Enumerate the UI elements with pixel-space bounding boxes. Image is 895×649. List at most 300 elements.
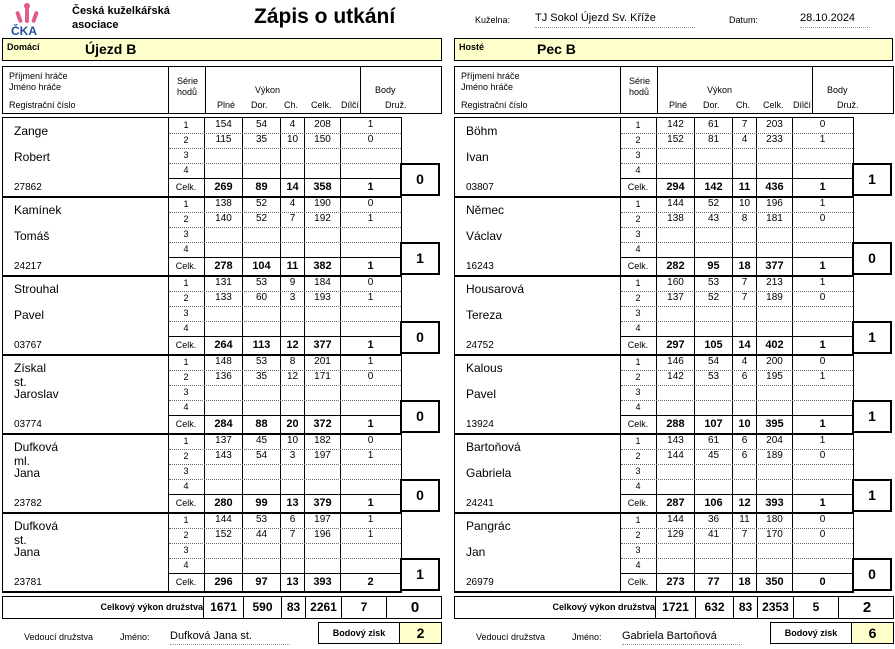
series-value[interactable]: 88 bbox=[242, 415, 280, 434]
bodovy-zisk-value[interactable]: 6 bbox=[851, 622, 894, 644]
series-value[interactable]: 148 bbox=[204, 355, 242, 370]
team-point-box[interactable]: 0 bbox=[400, 400, 440, 433]
team-point-box[interactable]: 0 bbox=[400, 479, 440, 512]
series-value[interactable]: 377 bbox=[756, 257, 792, 276]
series-value[interactable] bbox=[694, 321, 732, 336]
series-value[interactable] bbox=[242, 306, 280, 321]
series-value[interactable] bbox=[694, 400, 732, 415]
series-value[interactable] bbox=[694, 163, 732, 178]
series-value[interactable]: 288 bbox=[656, 415, 694, 434]
series-value[interactable] bbox=[340, 464, 400, 479]
series-value[interactable]: 350 bbox=[756, 573, 792, 592]
series-value[interactable]: 213 bbox=[756, 276, 792, 291]
series-value[interactable] bbox=[242, 242, 280, 257]
series-value[interactable] bbox=[656, 558, 694, 573]
player-firstname[interactable]: Ivan bbox=[466, 150, 489, 164]
series-value[interactable] bbox=[280, 163, 304, 178]
series-value[interactable]: 195 bbox=[756, 370, 792, 385]
series-value[interactable] bbox=[756, 306, 792, 321]
series-value[interactable] bbox=[756, 543, 792, 558]
series-value[interactable]: 14 bbox=[732, 336, 756, 355]
series-value[interactable] bbox=[204, 242, 242, 257]
series-value[interactable] bbox=[756, 227, 792, 242]
series-value[interactable] bbox=[340, 385, 400, 400]
series-value[interactable]: 107 bbox=[694, 415, 732, 434]
series-value[interactable] bbox=[304, 400, 340, 415]
series-value[interactable] bbox=[242, 464, 280, 479]
series-value[interactable] bbox=[792, 163, 852, 178]
series-value[interactable] bbox=[792, 306, 852, 321]
series-value[interactable]: 18 bbox=[732, 257, 756, 276]
series-value[interactable] bbox=[792, 227, 852, 242]
series-value[interactable]: 197 bbox=[304, 449, 340, 464]
player-reg-number[interactable]: 23782 bbox=[14, 498, 42, 509]
series-value[interactable]: 1 bbox=[340, 257, 400, 276]
team-point-box[interactable]: 0 bbox=[852, 558, 892, 591]
series-value[interactable] bbox=[732, 227, 756, 242]
series-value[interactable]: 142 bbox=[656, 370, 694, 385]
series-value[interactable]: 12 bbox=[732, 494, 756, 513]
series-value[interactable] bbox=[304, 163, 340, 178]
series-value[interactable]: 1 bbox=[792, 178, 852, 197]
series-value[interactable]: 1 bbox=[340, 415, 400, 434]
team-point-box[interactable]: 1 bbox=[852, 479, 892, 512]
series-value[interactable]: 0 bbox=[792, 355, 852, 370]
series-value[interactable]: 142 bbox=[656, 118, 694, 133]
series-value[interactable]: 1 bbox=[340, 212, 400, 227]
series-value[interactable]: 144 bbox=[204, 513, 242, 528]
series-value[interactable] bbox=[280, 558, 304, 573]
series-value[interactable]: 133 bbox=[204, 291, 242, 306]
series-value[interactable]: 144 bbox=[656, 197, 694, 212]
series-value[interactable] bbox=[204, 479, 242, 494]
series-value[interactable]: 11 bbox=[732, 513, 756, 528]
player-surname[interactable]: Němec bbox=[466, 203, 505, 217]
series-value[interactable] bbox=[304, 321, 340, 336]
series-value[interactable] bbox=[304, 227, 340, 242]
series-value[interactable]: 297 bbox=[656, 336, 694, 355]
series-value[interactable]: 18 bbox=[732, 573, 756, 592]
series-value[interactable]: 53 bbox=[242, 276, 280, 291]
team-point-box[interactable]: 1 bbox=[852, 321, 892, 354]
series-value[interactable]: 377 bbox=[304, 336, 340, 355]
series-value[interactable]: 393 bbox=[756, 494, 792, 513]
series-value[interactable] bbox=[792, 321, 852, 336]
series-value[interactable]: 4 bbox=[280, 118, 304, 133]
series-value[interactable] bbox=[242, 321, 280, 336]
series-value[interactable]: 372 bbox=[304, 415, 340, 434]
series-value[interactable]: 129 bbox=[656, 528, 694, 543]
series-value[interactable] bbox=[204, 306, 242, 321]
series-value[interactable]: 294 bbox=[656, 178, 694, 197]
series-value[interactable] bbox=[732, 242, 756, 257]
series-value[interactable]: 54 bbox=[242, 449, 280, 464]
series-value[interactable] bbox=[732, 321, 756, 336]
series-value[interactable]: 52 bbox=[694, 291, 732, 306]
series-value[interactable] bbox=[242, 163, 280, 178]
series-value[interactable]: 1 bbox=[340, 449, 400, 464]
series-value[interactable]: 52 bbox=[242, 197, 280, 212]
series-value[interactable] bbox=[280, 479, 304, 494]
series-value[interactable]: 45 bbox=[242, 434, 280, 449]
series-value[interactable] bbox=[304, 558, 340, 573]
series-value[interactable]: 13 bbox=[280, 494, 304, 513]
team-point-box[interactable]: 0 bbox=[852, 242, 892, 275]
series-value[interactable]: 182 bbox=[304, 434, 340, 449]
player-surname[interactable]: Zange bbox=[14, 124, 49, 138]
series-value[interactable]: 106 bbox=[694, 494, 732, 513]
series-value[interactable] bbox=[340, 543, 400, 558]
series-value[interactable]: 0 bbox=[340, 276, 400, 291]
series-value[interactable]: 264 bbox=[204, 336, 242, 355]
team-point-box[interactable]: 0 bbox=[400, 163, 440, 196]
player-reg-number[interactable]: 27862 bbox=[14, 182, 42, 193]
series-value[interactable] bbox=[732, 400, 756, 415]
player-reg-number[interactable]: 24217 bbox=[14, 261, 42, 272]
series-value[interactable] bbox=[792, 543, 852, 558]
series-value[interactable] bbox=[280, 321, 304, 336]
datum-field[interactable]: 28.10.2024 bbox=[800, 12, 870, 28]
series-value[interactable] bbox=[792, 148, 852, 163]
series-value[interactable]: 152 bbox=[204, 528, 242, 543]
team-point-box[interactable]: 0 bbox=[400, 321, 440, 354]
series-value[interactable] bbox=[732, 385, 756, 400]
player-surname[interactable]: Strouhal bbox=[14, 282, 59, 296]
player-firstname[interactable]: Jaroslav bbox=[14, 387, 59, 401]
series-value[interactable] bbox=[756, 558, 792, 573]
series-value[interactable] bbox=[792, 242, 852, 257]
series-value[interactable] bbox=[204, 400, 242, 415]
series-value[interactable]: 0 bbox=[792, 118, 852, 133]
series-value[interactable]: 402 bbox=[756, 336, 792, 355]
series-value[interactable]: 61 bbox=[694, 434, 732, 449]
series-value[interactable]: 97 bbox=[242, 573, 280, 592]
series-value[interactable] bbox=[694, 306, 732, 321]
player-firstname[interactable]: Pavel bbox=[466, 387, 497, 401]
series-value[interactable]: 0 bbox=[340, 434, 400, 449]
series-value[interactable]: 81 bbox=[694, 133, 732, 148]
series-value[interactable]: 171 bbox=[304, 370, 340, 385]
player-reg-number[interactable]: 24241 bbox=[466, 498, 494, 509]
series-value[interactable] bbox=[656, 464, 694, 479]
series-value[interactable] bbox=[340, 400, 400, 415]
series-value[interactable]: 1 bbox=[792, 197, 852, 212]
leader-name-field[interactable]: Gabriela Bartoňová bbox=[622, 630, 742, 645]
series-value[interactable]: 41 bbox=[694, 528, 732, 543]
team-point-box[interactable]: 1 bbox=[400, 558, 440, 591]
series-value[interactable] bbox=[204, 558, 242, 573]
series-value[interactable]: 150 bbox=[304, 133, 340, 148]
series-value[interactable]: 200 bbox=[756, 355, 792, 370]
series-value[interactable]: 193 bbox=[304, 291, 340, 306]
series-value[interactable] bbox=[694, 464, 732, 479]
series-value[interactable] bbox=[792, 558, 852, 573]
series-value[interactable] bbox=[756, 385, 792, 400]
series-value[interactable] bbox=[280, 464, 304, 479]
series-value[interactable]: 1 bbox=[792, 276, 852, 291]
series-value[interactable]: 152 bbox=[656, 133, 694, 148]
series-value[interactable]: 181 bbox=[756, 212, 792, 227]
series-value[interactable]: 7 bbox=[732, 528, 756, 543]
series-value[interactable]: 1 bbox=[792, 434, 852, 449]
series-value[interactable]: 197 bbox=[304, 513, 340, 528]
series-value[interactable] bbox=[756, 163, 792, 178]
series-value[interactable] bbox=[280, 400, 304, 415]
series-value[interactable]: 1 bbox=[340, 336, 400, 355]
series-value[interactable] bbox=[656, 400, 694, 415]
series-value[interactable]: 53 bbox=[694, 370, 732, 385]
series-value[interactable] bbox=[304, 148, 340, 163]
series-value[interactable] bbox=[280, 306, 304, 321]
player-surname[interactable]: Bartoňová bbox=[466, 440, 521, 454]
series-value[interactable] bbox=[204, 148, 242, 163]
player-surname[interactable]: Böhm bbox=[466, 124, 498, 138]
player-surname[interactable]: Dufková ml. bbox=[14, 440, 59, 468]
series-value[interactable] bbox=[204, 543, 242, 558]
series-value[interactable]: 9 bbox=[280, 276, 304, 291]
series-value[interactable]: 131 bbox=[204, 276, 242, 291]
series-value[interactable]: 278 bbox=[204, 257, 242, 276]
series-value[interactable] bbox=[656, 543, 694, 558]
series-value[interactable] bbox=[732, 464, 756, 479]
series-value[interactable]: 44 bbox=[242, 528, 280, 543]
series-value[interactable] bbox=[792, 464, 852, 479]
series-value[interactable]: 12 bbox=[280, 370, 304, 385]
player-reg-number[interactable]: 24752 bbox=[466, 340, 494, 351]
series-value[interactable]: 382 bbox=[304, 257, 340, 276]
series-value[interactable]: 60 bbox=[242, 291, 280, 306]
series-value[interactable]: 54 bbox=[694, 355, 732, 370]
series-value[interactable]: 35 bbox=[242, 370, 280, 385]
series-value[interactable] bbox=[242, 400, 280, 415]
series-value[interactable] bbox=[694, 227, 732, 242]
player-surname[interactable]: Získal st. bbox=[14, 361, 47, 389]
kuzelna-field[interactable]: TJ Sokol Újezd Sv. Kříže bbox=[535, 12, 695, 28]
series-value[interactable]: 43 bbox=[694, 212, 732, 227]
series-value[interactable] bbox=[304, 543, 340, 558]
bodovy-zisk-value[interactable]: 2 bbox=[399, 622, 442, 644]
series-value[interactable]: 395 bbox=[756, 415, 792, 434]
series-value[interactable]: 190 bbox=[304, 197, 340, 212]
series-value[interactable] bbox=[242, 385, 280, 400]
series-value[interactable] bbox=[792, 479, 852, 494]
series-value[interactable]: 280 bbox=[204, 494, 242, 513]
series-value[interactable] bbox=[732, 148, 756, 163]
series-value[interactable]: 1 bbox=[340, 178, 400, 197]
series-value[interactable]: 6 bbox=[732, 370, 756, 385]
series-value[interactable]: 104 bbox=[242, 257, 280, 276]
player-reg-number[interactable]: 26979 bbox=[466, 577, 494, 588]
player-surname[interactable]: Pangrác bbox=[466, 519, 511, 533]
series-value[interactable]: 379 bbox=[304, 494, 340, 513]
series-value[interactable]: 0 bbox=[792, 528, 852, 543]
team-point-box[interactable]: 1 bbox=[852, 163, 892, 196]
series-value[interactable]: 20 bbox=[280, 415, 304, 434]
series-value[interactable] bbox=[280, 242, 304, 257]
series-value[interactable]: 14 bbox=[280, 178, 304, 197]
series-value[interactable]: 53 bbox=[694, 276, 732, 291]
player-reg-number[interactable]: 03774 bbox=[14, 419, 42, 430]
series-value[interactable] bbox=[340, 321, 400, 336]
series-value[interactable] bbox=[242, 148, 280, 163]
series-value[interactable]: 296 bbox=[204, 573, 242, 592]
series-value[interactable] bbox=[792, 385, 852, 400]
series-value[interactable] bbox=[656, 385, 694, 400]
series-value[interactable]: 2 bbox=[340, 573, 400, 592]
series-value[interactable] bbox=[756, 242, 792, 257]
series-value[interactable] bbox=[204, 385, 242, 400]
series-value[interactable]: 10 bbox=[280, 434, 304, 449]
series-value[interactable] bbox=[304, 385, 340, 400]
series-value[interactable]: 7 bbox=[732, 291, 756, 306]
series-value[interactable] bbox=[204, 163, 242, 178]
series-value[interactable]: 6 bbox=[732, 449, 756, 464]
series-value[interactable]: 11 bbox=[732, 178, 756, 197]
series-value[interactable]: 143 bbox=[204, 449, 242, 464]
series-value[interactable]: 1 bbox=[792, 336, 852, 355]
series-value[interactable]: 144 bbox=[656, 513, 694, 528]
series-value[interactable]: 1 bbox=[792, 415, 852, 434]
series-value[interactable]: 45 bbox=[694, 449, 732, 464]
series-value[interactable] bbox=[280, 227, 304, 242]
series-value[interactable]: 273 bbox=[656, 573, 694, 592]
series-value[interactable]: 0 bbox=[792, 449, 852, 464]
team-point-box[interactable]: 1 bbox=[400, 242, 440, 275]
series-value[interactable]: 196 bbox=[304, 528, 340, 543]
series-value[interactable] bbox=[280, 543, 304, 558]
series-value[interactable] bbox=[242, 558, 280, 573]
series-value[interactable]: 6 bbox=[280, 513, 304, 528]
series-value[interactable]: 0 bbox=[340, 197, 400, 212]
series-value[interactable]: 89 bbox=[242, 178, 280, 197]
series-value[interactable]: 146 bbox=[656, 355, 694, 370]
series-value[interactable] bbox=[792, 400, 852, 415]
series-value[interactable]: 208 bbox=[304, 118, 340, 133]
series-value[interactable]: 10 bbox=[732, 415, 756, 434]
player-reg-number[interactable]: 03807 bbox=[466, 182, 494, 193]
series-value[interactable]: 6 bbox=[732, 434, 756, 449]
series-value[interactable] bbox=[732, 558, 756, 573]
series-value[interactable] bbox=[732, 306, 756, 321]
series-value[interactable] bbox=[694, 558, 732, 573]
series-value[interactable] bbox=[340, 479, 400, 494]
series-value[interactable]: 52 bbox=[242, 212, 280, 227]
series-value[interactable]: 77 bbox=[694, 573, 732, 592]
series-value[interactable] bbox=[694, 479, 732, 494]
player-reg-number[interactable]: 16243 bbox=[466, 261, 494, 272]
series-value[interactable] bbox=[242, 479, 280, 494]
series-value[interactable] bbox=[656, 148, 694, 163]
series-value[interactable]: 269 bbox=[204, 178, 242, 197]
series-value[interactable]: 137 bbox=[204, 434, 242, 449]
player-firstname[interactable]: Tomáš bbox=[14, 229, 50, 243]
series-value[interactable]: 95 bbox=[694, 257, 732, 276]
series-value[interactable]: 192 bbox=[304, 212, 340, 227]
leader-name-field[interactable]: Dufková Jana st. bbox=[170, 630, 290, 645]
series-value[interactable] bbox=[304, 242, 340, 257]
series-value[interactable] bbox=[756, 148, 792, 163]
series-value[interactable]: 7 bbox=[280, 528, 304, 543]
series-value[interactable] bbox=[204, 227, 242, 242]
player-surname[interactable]: Kalous bbox=[466, 361, 503, 375]
series-value[interactable]: 12 bbox=[280, 336, 304, 355]
series-value[interactable]: 115 bbox=[204, 133, 242, 148]
series-value[interactable]: 233 bbox=[756, 133, 792, 148]
series-value[interactable]: 4 bbox=[732, 355, 756, 370]
series-value[interactable]: 154 bbox=[204, 118, 242, 133]
player-firstname[interactable]: Pavel bbox=[14, 308, 45, 322]
series-value[interactable]: 1 bbox=[340, 355, 400, 370]
series-value[interactable]: 7 bbox=[732, 118, 756, 133]
series-value[interactable]: 10 bbox=[280, 133, 304, 148]
series-value[interactable]: 358 bbox=[304, 178, 340, 197]
series-value[interactable]: 10 bbox=[732, 197, 756, 212]
series-value[interactable] bbox=[242, 543, 280, 558]
series-value[interactable] bbox=[204, 464, 242, 479]
series-value[interactable]: 1 bbox=[792, 370, 852, 385]
series-value[interactable]: 136 bbox=[204, 370, 242, 385]
series-value[interactable] bbox=[732, 543, 756, 558]
series-value[interactable]: 105 bbox=[694, 336, 732, 355]
series-value[interactable]: 8 bbox=[732, 212, 756, 227]
series-value[interactable]: 203 bbox=[756, 118, 792, 133]
series-value[interactable] bbox=[340, 148, 400, 163]
player-firstname[interactable]: Gabriela bbox=[466, 466, 512, 480]
series-value[interactable]: 196 bbox=[756, 197, 792, 212]
player-firstname[interactable]: Tereza bbox=[466, 308, 503, 322]
series-value[interactable]: 1 bbox=[340, 118, 400, 133]
series-value[interactable]: 1 bbox=[340, 513, 400, 528]
player-surname[interactable]: Housarová bbox=[466, 282, 525, 296]
series-value[interactable] bbox=[204, 321, 242, 336]
series-value[interactable] bbox=[304, 306, 340, 321]
series-value[interactable]: 7 bbox=[732, 276, 756, 291]
series-value[interactable]: 7 bbox=[280, 212, 304, 227]
series-value[interactable]: 0 bbox=[340, 133, 400, 148]
player-surname[interactable]: Kamínek bbox=[14, 203, 62, 217]
series-value[interactable]: 160 bbox=[656, 276, 694, 291]
series-value[interactable]: 53 bbox=[242, 355, 280, 370]
series-value[interactable] bbox=[304, 464, 340, 479]
series-value[interactable]: 287 bbox=[656, 494, 694, 513]
series-value[interactable] bbox=[340, 306, 400, 321]
series-value[interactable] bbox=[656, 479, 694, 494]
team-point-box[interactable]: 1 bbox=[852, 400, 892, 433]
series-value[interactable]: 204 bbox=[756, 434, 792, 449]
series-value[interactable] bbox=[694, 148, 732, 163]
series-value[interactable]: 1 bbox=[792, 133, 852, 148]
series-value[interactable] bbox=[694, 543, 732, 558]
series-value[interactable]: 140 bbox=[204, 212, 242, 227]
series-value[interactable] bbox=[340, 558, 400, 573]
series-value[interactable]: 137 bbox=[656, 291, 694, 306]
series-value[interactable]: 184 bbox=[304, 276, 340, 291]
series-value[interactable] bbox=[756, 479, 792, 494]
series-value[interactable]: 282 bbox=[656, 257, 694, 276]
series-value[interactable]: 170 bbox=[756, 528, 792, 543]
series-value[interactable]: 189 bbox=[756, 449, 792, 464]
series-value[interactable] bbox=[756, 321, 792, 336]
series-value[interactable]: 284 bbox=[204, 415, 242, 434]
series-value[interactable]: 0 bbox=[792, 291, 852, 306]
series-value[interactable] bbox=[656, 321, 694, 336]
series-value[interactable]: 1 bbox=[340, 528, 400, 543]
series-value[interactable] bbox=[280, 385, 304, 400]
series-value[interactable] bbox=[242, 227, 280, 242]
series-value[interactable]: 35 bbox=[242, 133, 280, 148]
series-value[interactable] bbox=[656, 163, 694, 178]
series-value[interactable] bbox=[732, 163, 756, 178]
